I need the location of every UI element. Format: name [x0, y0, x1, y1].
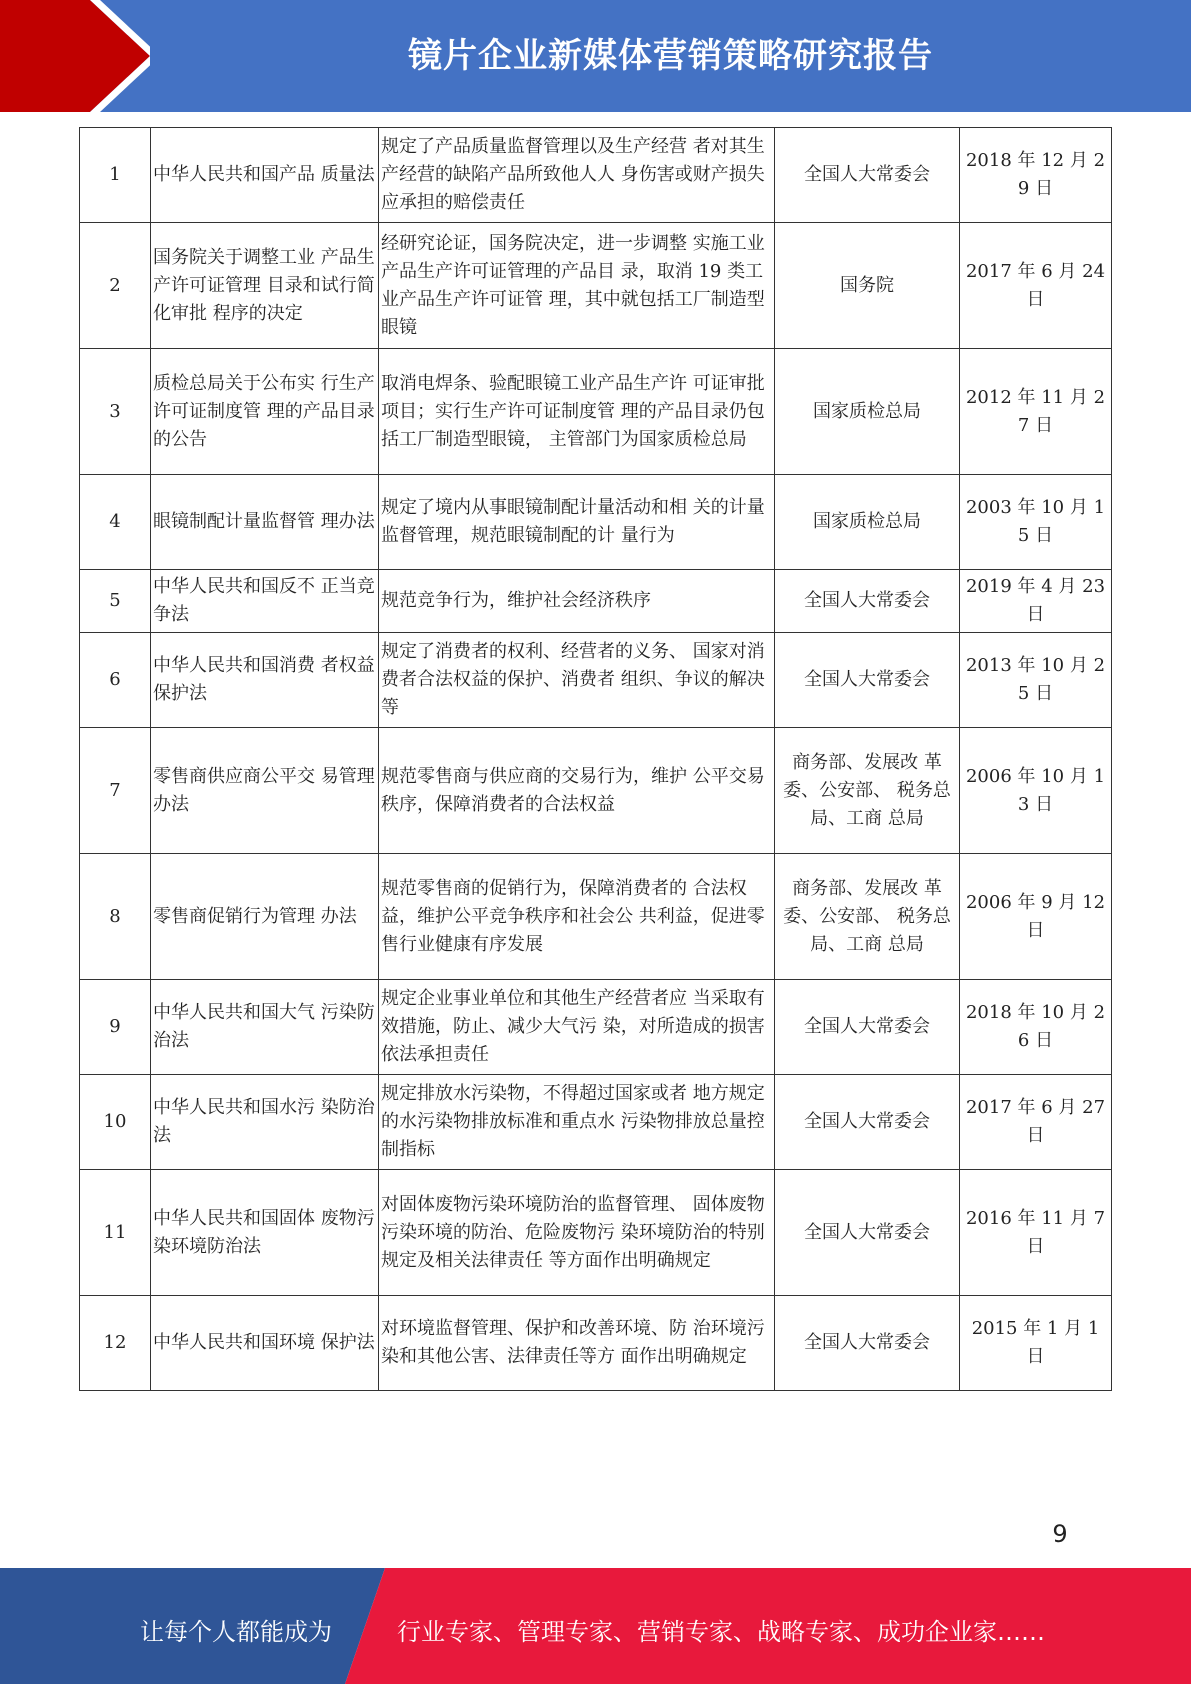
- footer-slogan-left: 让每个人都能成为: [140, 1618, 332, 1646]
- law-name: 零售商促销行为管理 办法: [151, 854, 379, 980]
- table-row: [80, 349, 1112, 475]
- issuing-authority: 商务部、发展改 革委、公安部、 税务总局、工商 总局: [775, 728, 960, 854]
- law-name: 中华人民共和国产品 质量法: [151, 128, 379, 223]
- law-description: 取消电焊条、验配眼镜工业产品生产许 可证审批项目；实行生产许可证制度管 理的产品目录仍包括工厂制造型眼镜， 主管部门为国家质检总局: [379, 349, 775, 475]
- law-description: 经研究论证，国务院决定，进一步调整 实施工业产品生产许可证管理的产品目 录，取消 19 类工业产品生产许可证管 理，其中就包括工厂制造型眼镜: [379, 223, 775, 349]
- law-name: 零售商供应商公平交 易管理办法: [151, 728, 379, 854]
- table-row: [80, 854, 1112, 980]
- table-row: [80, 1075, 1112, 1170]
- table-row: [80, 475, 1112, 570]
- table-row: [80, 1170, 1112, 1296]
- law-description: 对环境监督管理、保护和改善环境、防 治环境污染和其他公害、法律责任等方 面作出明确规定: [379, 1296, 775, 1391]
- table-row: [80, 633, 1112, 728]
- effective-date: 2015 年 1 月 1 日: [960, 1296, 1112, 1391]
- row-number: 7: [80, 728, 151, 854]
- issuing-authority: 全国人大常委会: [775, 980, 960, 1075]
- footer-slogan-right: 行业专家、管理专家、营销专家、战略专家、成功企业家……: [397, 1618, 1045, 1646]
- page-header: [0, 0, 1191, 112]
- law-name: 质检总局关于公布实 行生产许可证制度管 理的产品目录的公告: [151, 349, 379, 475]
- effective-date: 2017 年 6 月 27 日: [960, 1075, 1112, 1170]
- law-name: 国务院关于调整工业 产品生产许可证管理 目录和试行简化审批 程序的决定: [151, 223, 379, 349]
- page-number: 9: [1052, 1520, 1068, 1548]
- issuing-authority: 全国人大常委会: [775, 1296, 960, 1391]
- table-row: [80, 728, 1112, 854]
- row-number: 5: [80, 570, 151, 633]
- issuing-authority: 全国人大常委会: [775, 1075, 960, 1170]
- red-chevron-decoration: [0, 0, 150, 112]
- issuing-authority: 全国人大常委会: [775, 1170, 960, 1296]
- issuing-authority: 商务部、发展改 革委、公安部、 税务总局、工商 总局: [775, 854, 960, 980]
- effective-date: 2018 年 10 月 26 日: [960, 980, 1112, 1075]
- row-number: 10: [80, 1075, 151, 1170]
- row-number: 6: [80, 633, 151, 728]
- row-number: 2: [80, 223, 151, 349]
- row-number: 4: [80, 475, 151, 570]
- law-description: 规定企业事业单位和其他生产经营者应 当采取有效措施，防止、减少大气污 染，对所造成的损害依法承担责任: [379, 980, 775, 1075]
- row-number: 9: [80, 980, 151, 1075]
- table-row: [80, 223, 1112, 349]
- effective-date: 2006 年 9 月 12 日: [960, 854, 1112, 980]
- effective-date: 2017 年 6 月 24 日: [960, 223, 1112, 349]
- report-title: 镜片企业新媒体营销策略研究报告: [408, 36, 933, 76]
- table-row: [80, 1296, 1112, 1391]
- law-name: 中华人民共和国反不 正当竞争法: [151, 570, 379, 633]
- law-description: 规范零售商的促销行为，保障消费者的 合法权益，维护公平竞争秩序和社会公 共利益，促进零售行业健康有序发展: [379, 854, 775, 980]
- issuing-authority: 国务院: [775, 223, 960, 349]
- table-row: [80, 570, 1112, 633]
- law-description: 规定了消费者的权利、经营者的义务、 国家对消费者合法权益的保护、消费者 组织、争议的解决等: [379, 633, 775, 728]
- law-name: 眼镜制配计量监督管 理办法: [151, 475, 379, 570]
- issuing-authority: 全国人大常委会: [775, 570, 960, 633]
- law-description: 规定了产品质量监督管理以及生产经营 者对其生产经营的缺陷产品所致他人人 身伤害或财产损失应承担的赔偿责任: [379, 128, 775, 223]
- row-number: 11: [80, 1170, 151, 1296]
- law-description: 规范零售商与供应商的交易行为，维护 公平交易秩序，保障消费者的合法权益: [379, 728, 775, 854]
- law-description: 规范竞争行为，维护社会经济秩序: [379, 570, 775, 633]
- effective-date: 2012 年 11 月 27 日: [960, 349, 1112, 475]
- laws-table: [79, 127, 1112, 1391]
- effective-date: 2013 年 10 月 25 日: [960, 633, 1112, 728]
- effective-date: 2019 年 4 月 23 日: [960, 570, 1112, 633]
- row-number: 1: [80, 128, 151, 223]
- effective-date: 2018 年 12 月 29 日: [960, 128, 1112, 223]
- row-number: 12: [80, 1296, 151, 1391]
- effective-date: 2006 年 10 月 13 日: [960, 728, 1112, 854]
- law-description: 对固体废物污染环境防治的监督管理、 固体废物污染环境的防治、危险废物污 染环境防治的特别规定及相关法律责任 等方面作出明确规定: [379, 1170, 775, 1296]
- law-description: 规定了境内从事眼镜制配计量活动和相 关的计量监督管理，规范眼镜制配的计 量行为: [379, 475, 775, 570]
- table-row: [80, 128, 1112, 223]
- row-number: 3: [80, 349, 151, 475]
- issuing-authority: 全国人大常委会: [775, 633, 960, 728]
- row-number: 8: [80, 854, 151, 980]
- effective-date: 2003 年 10 月 15 日: [960, 475, 1112, 570]
- effective-date: 2016 年 11 月 7 日: [960, 1170, 1112, 1296]
- issuing-authority: 国家质检总局: [775, 475, 960, 570]
- table-row: [80, 980, 1112, 1075]
- law-name: 中华人民共和国消费 者权益保护法: [151, 633, 379, 728]
- issuing-authority: 国家质检总局: [775, 349, 960, 475]
- issuing-authority: 全国人大常委会: [775, 128, 960, 223]
- law-name: 中华人民共和国水污 染防治法: [151, 1075, 379, 1170]
- law-name: 中华人民共和国大气 污染防治法: [151, 980, 379, 1075]
- law-name: 中华人民共和国固体 废物污染环境防治法: [151, 1170, 379, 1296]
- law-name: 中华人民共和国环境 保护法: [151, 1296, 379, 1391]
- law-description: 规定排放水污染物，不得超过国家或者 地方规定的水污染物排放标准和重点水 污染物排放总量控制指标: [379, 1075, 775, 1170]
